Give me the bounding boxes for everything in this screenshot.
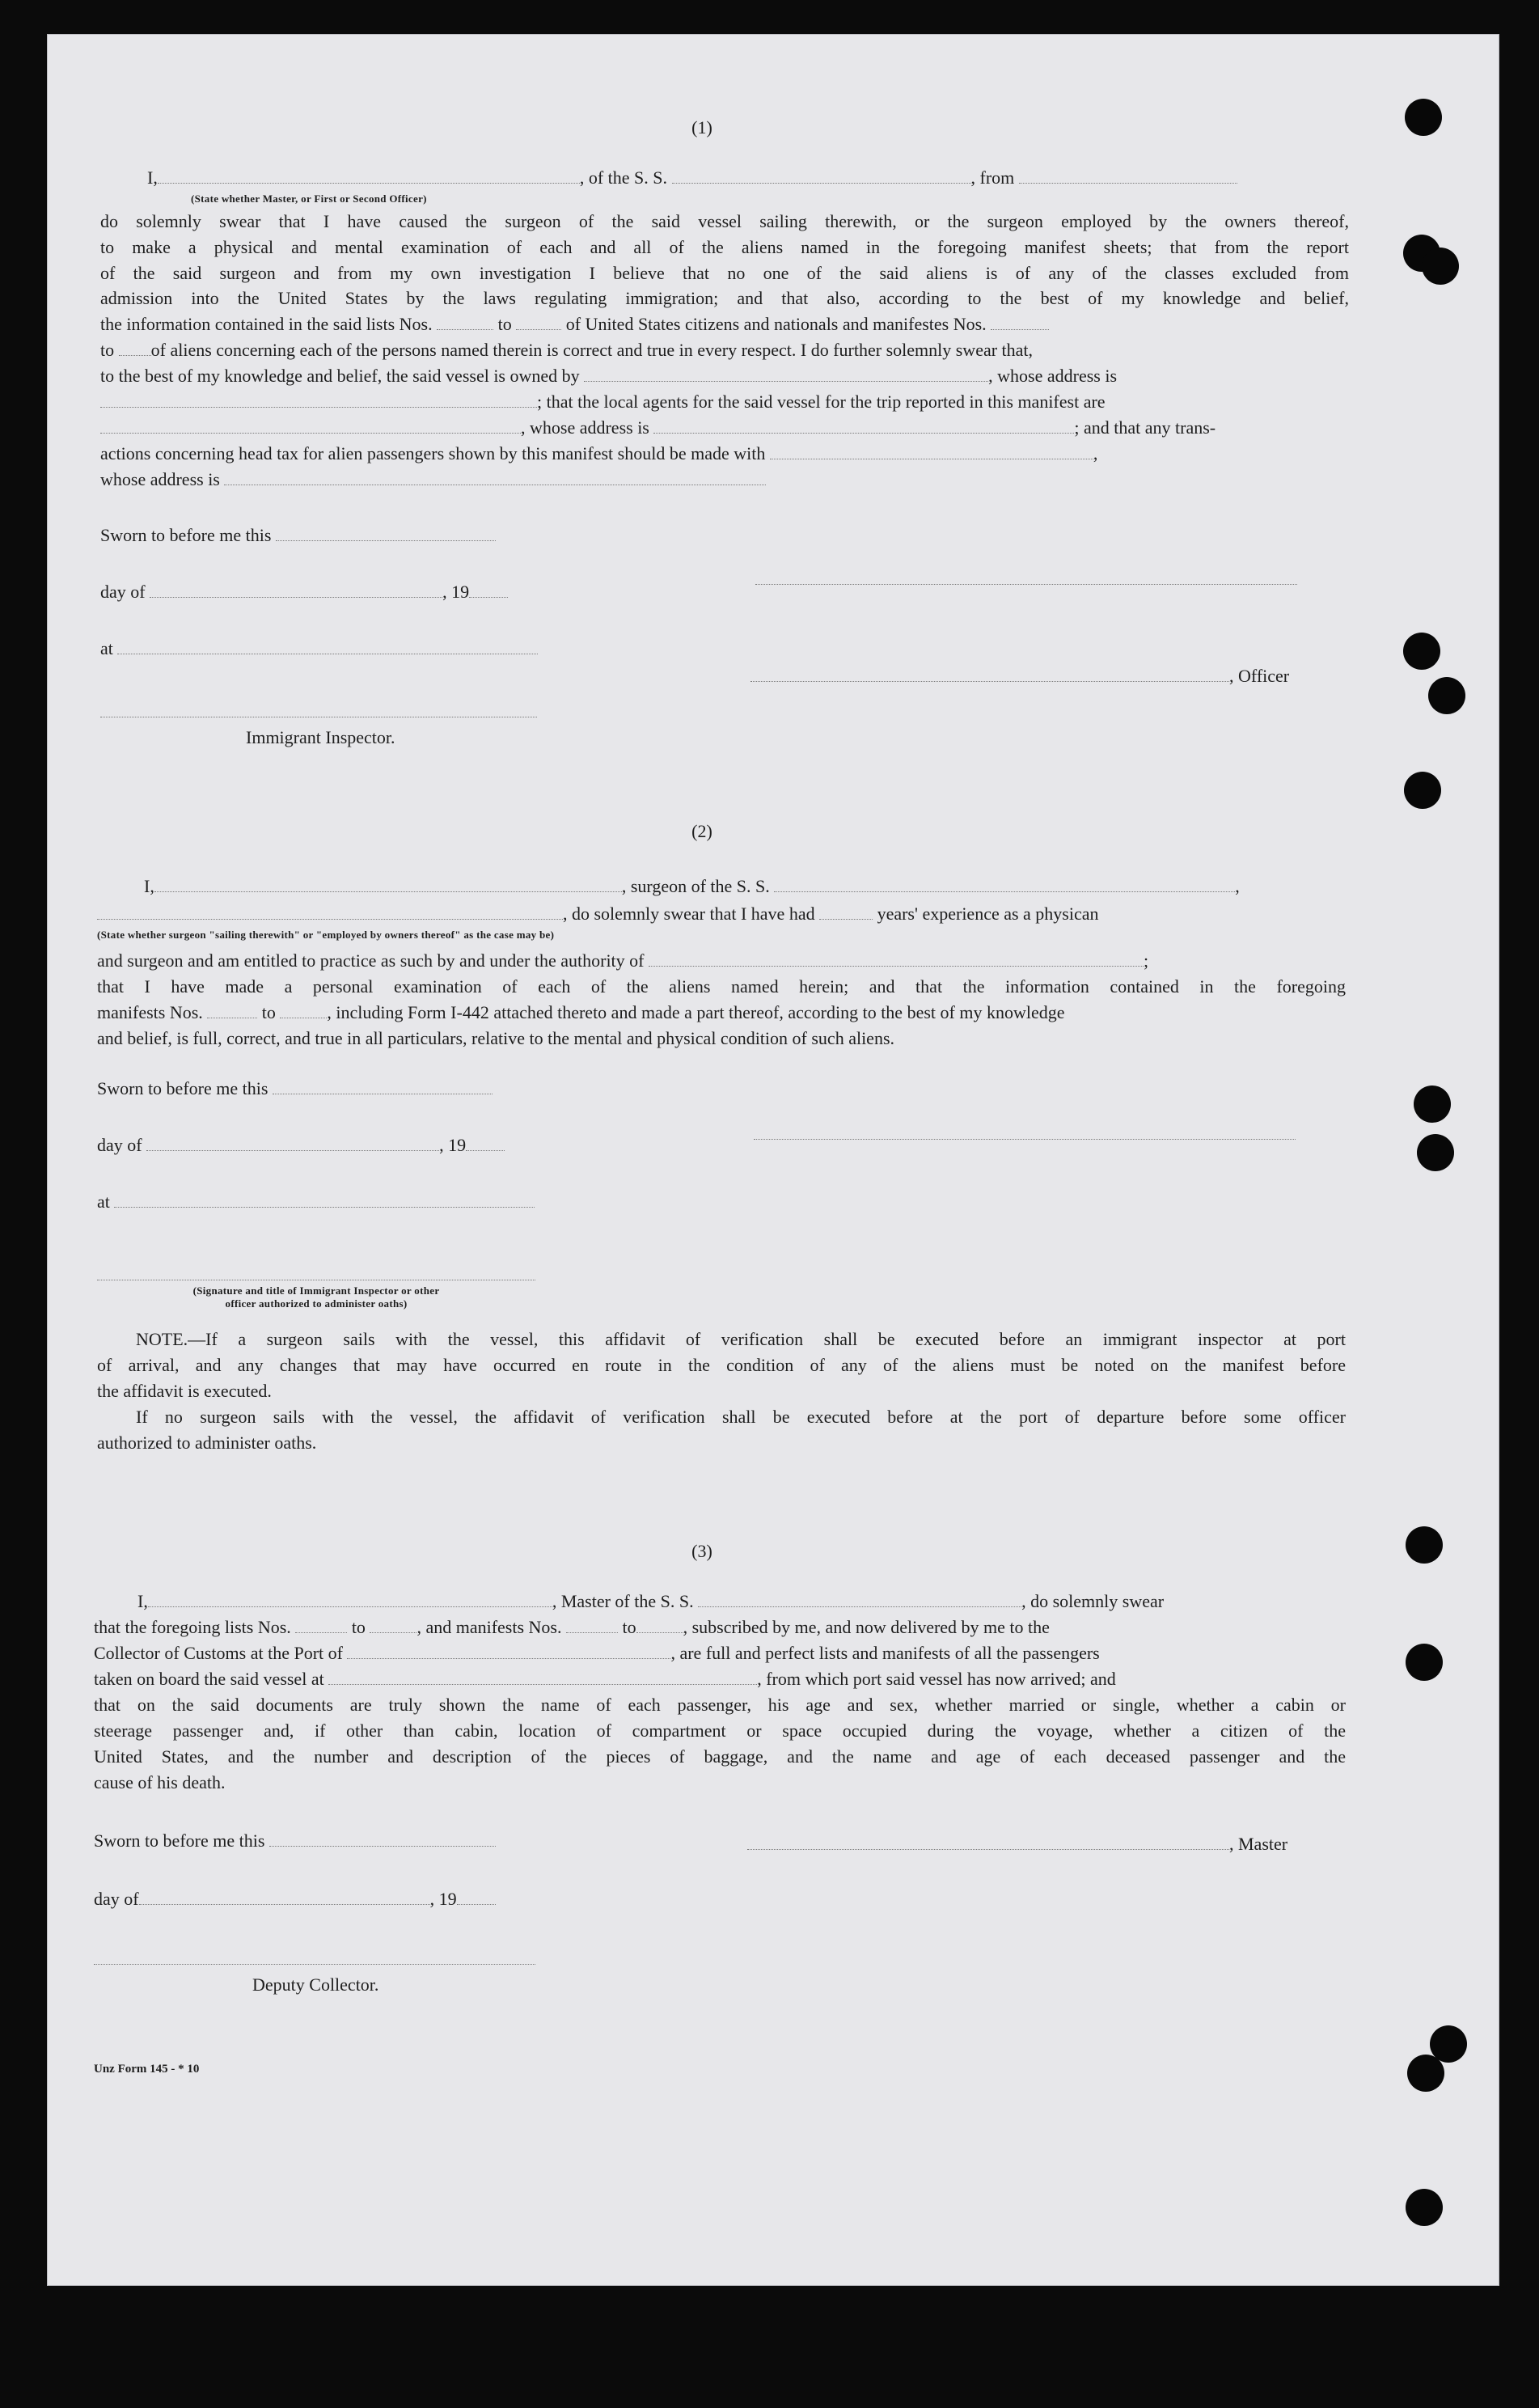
s1-headtax-address-line: whose address is xyxy=(100,468,1349,491)
s3-collector-signature-line[interactable] xyxy=(94,1964,535,1965)
s3-paragraph-line: steerage passenger and, if other than cabin, location of compartment or space occupied during the voyage, whether a citizen of the xyxy=(94,1720,1346,1741)
punch-hole xyxy=(1407,2055,1444,2092)
s2-place-blank[interactable] xyxy=(114,1192,535,1208)
s1-day-line: day of , 19 xyxy=(100,581,508,603)
s3-manifests-to-blank[interactable] xyxy=(636,1618,683,1633)
s2-sworn-day-blank[interactable] xyxy=(273,1079,493,1094)
s1-month-blank[interactable] xyxy=(150,582,442,598)
s3-year-blank[interactable] xyxy=(457,1890,496,1905)
s2-line-2: , do solemnly swear that I have had years' experience as a physican xyxy=(97,903,1346,925)
s2-manifests-line: manifests Nos. to , including Form I-442 attached thereto and made a part thereof, according to the best of my knowledge xyxy=(97,1002,1065,1022)
s2-year-blank[interactable] xyxy=(466,1136,505,1151)
s3-paragraph-line: cause of his death. xyxy=(94,1772,226,1792)
s1-officer-blank[interactable] xyxy=(750,667,1229,682)
s2-note-line: authorized to administer oaths. xyxy=(97,1433,317,1453)
section-3-number: (3) xyxy=(691,1541,712,1561)
s3-master-line: , Master xyxy=(747,1833,1287,1856)
section-1-number: (1) xyxy=(691,117,712,138)
s2-manifests-from-blank[interactable] xyxy=(207,1003,257,1018)
s2-surgeon-hint: (State whether surgeon "sailing therewith" or "employed by owners thereof" as the case may be) xyxy=(97,929,555,941)
s1-paragraph-line: admission into the United States by the laws regulating immigration; and that also, according to the best of my knowledge and belief, xyxy=(100,288,1349,308)
s1-inspector-label: Immigrant Inspector. xyxy=(246,727,395,747)
s1-year-blank[interactable] xyxy=(469,582,508,598)
s2-paragraph-line: that I have made a personal examination of each of the aliens named herein; and that the information contained in the foregoing xyxy=(97,976,1346,997)
collector-port-blank[interactable] xyxy=(347,1644,670,1659)
s2-note-line: of arrival, and any changes that may have occurred en route in the condition of any of the aliens must be noted on the manifest before xyxy=(97,1355,1346,1375)
boarding-port-blank[interactable] xyxy=(328,1670,757,1685)
s2-signature-hint-1: (Signature and title of Immigrant Inspector or other xyxy=(192,1284,440,1297)
form-number: Unz Form 145 - * 10 xyxy=(94,2063,200,2076)
s3-collector-label: Deputy Collector. xyxy=(252,1974,379,1995)
punch-hole xyxy=(1406,2189,1443,2226)
s3-lists-from-blank[interactable] xyxy=(295,1618,347,1633)
form-sheet xyxy=(47,34,1499,2286)
agents-address-blank[interactable] xyxy=(653,418,1074,434)
s3-paragraph-line: United States, and the number and description of the pieces of baggage, and the name and age of each deceased passenger and the xyxy=(94,1746,1346,1767)
s3-boarding-line: taken on board the said vessel at , from which port said vessel has now arrived; and xyxy=(94,1669,1116,1689)
s2-note-line: NOTE.—If a surgeon sails with the vessel, this affidavit of verification shall be executed before an immigrant inspector at port xyxy=(136,1329,1346,1349)
s1-paragraph-line: of the said surgeon and from my own investigation I believe that no one of the said aliens is of any of the classes excluded from xyxy=(100,263,1349,283)
s2-authority-line: and surgeon and am entitled to practice as such by and under the authority of ; xyxy=(97,950,1149,971)
s1-place-blank[interactable] xyxy=(117,639,538,654)
s2-signature-line[interactable] xyxy=(754,1139,1296,1140)
s1-sworn-day-blank[interactable] xyxy=(276,526,496,541)
s2-manifests-to-blank[interactable] xyxy=(280,1003,327,1018)
s1-aliens-line: to of aliens concerning each of the persons named therein is correct and true in every respect. I do further solemnly swear that, xyxy=(100,340,1034,360)
s3-month-blank[interactable] xyxy=(139,1890,430,1905)
punch-hole xyxy=(1428,677,1465,714)
s1-agents-address-line: , whose address is ; and that any trans- xyxy=(100,417,1349,439)
owner-address-blank[interactable] xyxy=(100,392,537,408)
s1-line-1: I, , of the S. S. , from xyxy=(147,167,1349,189)
s2-at-line: at xyxy=(97,1191,535,1213)
s1-officer-hint: (State whether Master, or First or Second Officer) xyxy=(191,193,427,205)
s3-lists-to-blank[interactable] xyxy=(370,1618,416,1633)
punch-hole xyxy=(1422,248,1459,285)
punch-hole xyxy=(1404,772,1441,809)
section-2-number: (2) xyxy=(691,821,712,841)
surgeon-status-blank[interactable] xyxy=(97,904,563,920)
manifests-to-blank[interactable] xyxy=(119,341,151,356)
s2-sworn-line: Sworn to before me this xyxy=(97,1077,493,1100)
s3-vessel-blank[interactable] xyxy=(698,1592,1021,1607)
authority-blank[interactable] xyxy=(649,951,1144,967)
s3-sworn-day-blank[interactable] xyxy=(269,1831,496,1847)
s1-paragraph-line: do solemnly swear that I have caused the surgeon of the said vessel sailing therewith, or the surgeon employed by the owners thereof, xyxy=(100,211,1349,231)
s3-sworn-line: Sworn to before me this xyxy=(94,1830,496,1852)
s3-port-line: Collector of Customs at the Port of , are full and perfect lists and manifests of all the passengers xyxy=(94,1643,1100,1663)
headtax-address-blank[interactable] xyxy=(224,470,766,485)
s2-line-1: I, , surgeon of the S. S. , xyxy=(144,876,1240,896)
s3-master-name-blank[interactable] xyxy=(148,1592,552,1607)
punch-hole xyxy=(1406,1526,1443,1564)
s1-officer-line: , Officer xyxy=(750,665,1289,688)
s2-note-line: the affidavit is executed. xyxy=(97,1381,272,1401)
owner-blank[interactable] xyxy=(584,366,988,382)
s3-day-line: day of , 19 xyxy=(94,1888,496,1911)
s3-line-1: I, , Master of the S. S. , do solemnly swear xyxy=(137,1591,1165,1611)
s2-vessel-blank[interactable] xyxy=(774,877,1235,892)
s1-at-line: at xyxy=(100,637,538,660)
s3-manifests-from-blank[interactable] xyxy=(566,1618,618,1633)
s1-signature-line[interactable] xyxy=(755,584,1297,585)
lists-from-blank[interactable] xyxy=(437,315,493,330)
master-name-blank[interactable] xyxy=(158,168,580,184)
s1-headtax-line: actions concerning head tax for alien passengers shown by this manifest should be made with , xyxy=(100,443,1098,463)
s3-paragraph-line: that on the said documents are truly shown the name of each passenger, his age and sex, whether married or single, whether a cabin or xyxy=(94,1695,1346,1715)
s1-sworn-line: Sworn to before me this xyxy=(100,524,496,547)
agents-blank[interactable] xyxy=(100,418,521,434)
s2-month-blank[interactable] xyxy=(146,1136,439,1151)
lists-to-blank[interactable] xyxy=(516,315,561,330)
s3-lists-line: that the foregoing lists Nos. to , and manifests Nos. to , subscribed by me, and now delivered by me to the xyxy=(94,1617,1050,1637)
s1-agents-line: ; that the local agents for the said vessel for the trip reported in this manifest are xyxy=(100,391,1349,413)
punch-hole xyxy=(1405,99,1442,136)
s2-note-line: If no surgeon sails with the vessel, the affidavit of verification shall be executed before at the port of departure before some officer xyxy=(136,1407,1346,1427)
s2-paragraph-line: and belief, is full, correct, and true in all particulars, relative to the mental and physical condition of such aliens. xyxy=(97,1028,895,1048)
s2-day-line: day of , 19 xyxy=(97,1134,505,1157)
from-port-blank[interactable] xyxy=(1019,168,1237,184)
s3-master-signature-blank[interactable] xyxy=(747,1835,1229,1850)
surgeon-name-blank[interactable] xyxy=(154,877,622,892)
s2-signature-hint-2: officer authorized to administer oaths) xyxy=(225,1297,408,1310)
s1-lists-line: the information contained in the said lists Nos. to of United States citizens and nationals and manifestes Nos. xyxy=(100,313,1349,336)
punch-hole xyxy=(1417,1134,1454,1171)
punch-hole xyxy=(1406,1644,1443,1681)
punch-hole xyxy=(1414,1086,1451,1123)
punch-hole xyxy=(1403,633,1440,670)
manifests-from-blank[interactable] xyxy=(991,315,1049,330)
s1-owner-line: to the best of my knowledge and belief, the said vessel is owned by , whose address is xyxy=(100,366,1118,386)
headtax-party-blank[interactable] xyxy=(770,444,1093,459)
vessel-name-blank[interactable] xyxy=(672,168,971,184)
years-blank[interactable] xyxy=(819,904,873,920)
s1-paragraph-line: to make a physical and mental examination of each and all of the aliens named in the foregoing manifest sheets; that from the report xyxy=(100,237,1349,257)
